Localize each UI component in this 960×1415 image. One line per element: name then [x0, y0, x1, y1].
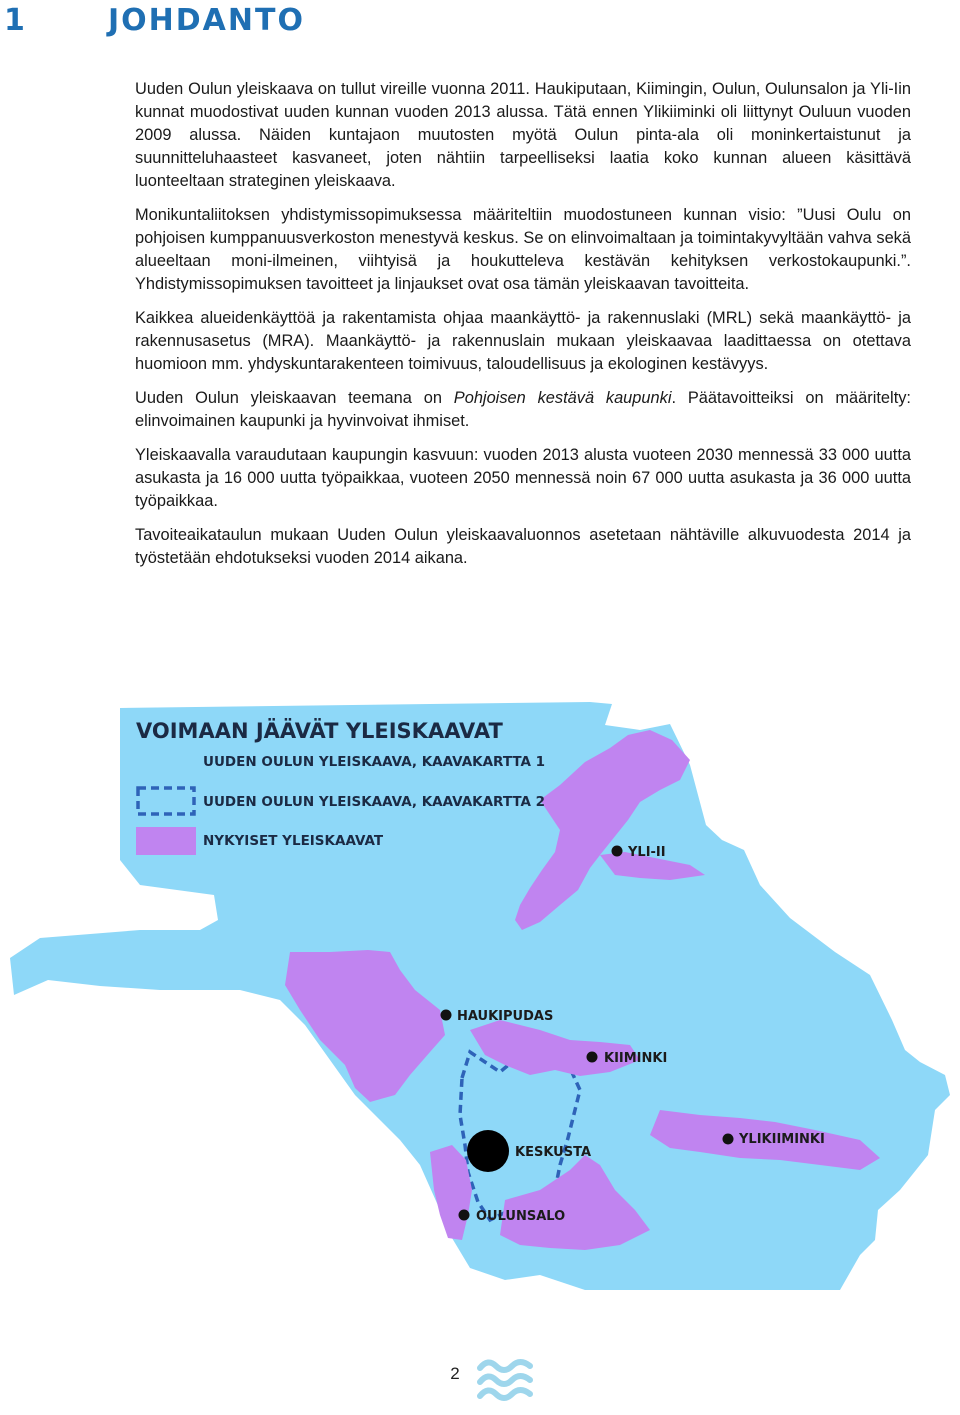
theme-emphasis: Pohjoisen kestävä kaupunki: [453, 389, 672, 407]
paragraph: Yleiskaavalla varaudutaan kaupungin kasvuun: vuoden 2013 alusta vuoteen 2030 mennessä 33 000 uutta asukasta ja 16 000 uutta työpaikkaa, vuoteen 2050 mennessä noin 67 000 uutta asukasta ja 36 000 uutta työpaikkaa.: [135, 446, 911, 510]
legend-swatch-current: [136, 827, 196, 855]
plan-area-1: [10, 702, 950, 1290]
place-marker-yli-ii: [612, 846, 623, 857]
legend-title: VOIMAAN JÄÄVÄT YLEISKAAVAT: [136, 719, 503, 743]
legend-label-plan-2: UUDEN OULUN YLEISKAAVA, KAAVAKARTTA 2: [203, 794, 546, 810]
paragraph: Kaikkea alueidenkäyttöä ja rakentamista ohjaa maankäyttö- ja rakennuslaki (MRL) sekä maankäyttö- ja rakennusasetus (MRA). Maankäyttö- ja rakennuslain mukaan yleiskaavaa laadittaessa on otettava huomioon mm. yhdyskuntarakenteen toimivuus, taloudellisuus ja ekologinen kestävyys.: [135, 309, 911, 373]
chapter-title: JOHDANTO: [108, 3, 305, 38]
legend-swatch-plan-1: [136, 748, 196, 776]
place-marker-ylikiiminki: [723, 1134, 734, 1145]
place-marker-haukipudas: [441, 1010, 452, 1021]
place-label-keskusta: KESKUSTA: [515, 1145, 592, 1160]
paragraph-text: . Päätavoitteiksi on määritelty: elinvoimainen kaupunki ja hyvinvoivat ihmiset.: [135, 389, 911, 430]
legend-label-current: NYKYISET YLEISKAAVAT: [203, 833, 384, 849]
body-text: [135, 78, 911, 581]
place-label-haukipudas: HAUKIPUDAS: [457, 1009, 554, 1024]
place-marker-keskusta: [467, 1130, 509, 1172]
place-marker-kiiminki: [587, 1052, 598, 1063]
place-label-yli-ii: YLI-II: [628, 845, 666, 860]
paragraph: Uuden Oulun yleiskaava on tullut vireille vuonna 2011. Haukiputaan, Kiimingin, Oulun, Oulunsalon ja Yli-Iin kunnat muodostivat uuden kunnan vuoden 2013 alussa. Tätä ennen Ylikiiminki oli liittynyt Ouluun vuoden 2009 alussa. Näiden kuntajaon muutosten myötä Oulun pinta-ala oli moninkertaistunut ja suunnitteluhaasteet kasvaneet, joten nähtiin tarpeelliseksi laatia koko kunnan alueen käsittävä luonteeltaan strateginen yleiskaava.: [135, 80, 911, 190]
chapter-heading: [0, 0, 960, 42]
paragraph-text: Uuden Oulun yleiskaavan teemana on: [135, 389, 454, 407]
legend-label-plan-1: UUDEN OULUN YLEISKAAVA, KAAVAKARTTA 1: [203, 754, 546, 770]
paragraph: Monikuntaliitoksen yhdistymissopimuksessa määriteltiin muodostuneen kunnan visio: ”Uusi Oulu on pohjoisen kumppanuusverkoston menestyvä keskus. Se on elinvoimaltaan ja toimintakyvyltään vahva sekä alueeltaan moni-ilmeinen, viihtyisä ja houkutteleva kestävän kehityksen verkostokaupunki.”. Yhdistymissopimuksen tavoitteet ja linjaukset ovat osa tämän yleiskaavan tavoitteita.: [135, 206, 911, 293]
paragraph: Tavoiteaikataulun mukaan Uuden Oulun yleiskaavaluonnos asetetaan nähtäville alkuvuodesta 2014 ja työstetään ehdotukseksi vuoden 2014 aikana.: [135, 526, 911, 567]
chapter-number: 1: [4, 3, 27, 38]
place-label-oulunsalo: OULUNSALO: [476, 1209, 566, 1224]
wave-logo-icon: [476, 1356, 538, 1408]
master-plan-map: [0, 690, 960, 1290]
paragraph: [135, 387, 911, 433]
place-label-ylikiiminki: YLIKIIMINKI: [739, 1132, 825, 1147]
place-marker-oulunsalo: [459, 1210, 470, 1221]
page-number: 2: [450, 1364, 460, 1383]
place-label-kiiminki: KIIMINKI: [604, 1051, 668, 1066]
